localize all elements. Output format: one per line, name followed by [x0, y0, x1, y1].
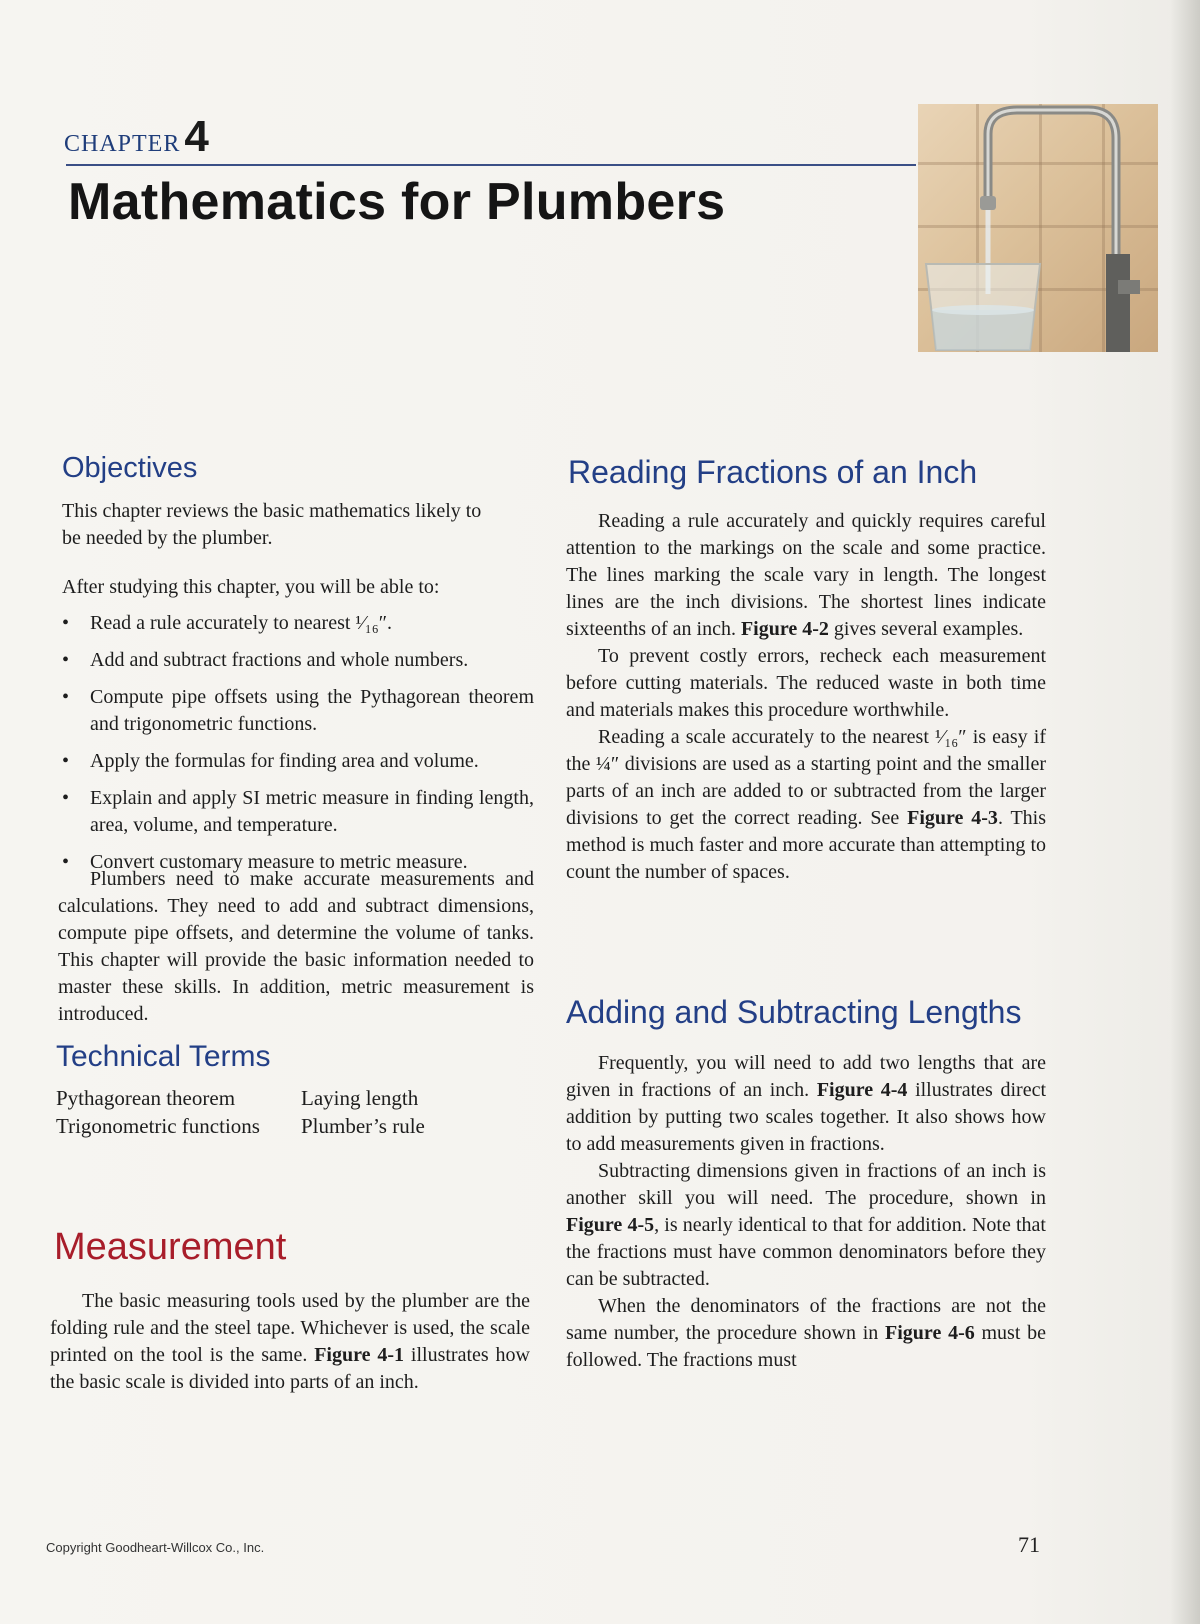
figure-reference: Figure 4-5: [566, 1214, 655, 1236]
terms-row: [56, 1112, 425, 1140]
objective-text: Convert customary measure to metric measure.: [90, 851, 468, 873]
figure-reference: Figure 4-3: [907, 807, 998, 829]
terms-row: [56, 1084, 425, 1112]
measurement-paragraph: [50, 1288, 530, 1396]
paragraph-text: Subtracting dimensions given in fractions of an inch is another skill you will need. The procedure, shown in: [566, 1160, 1046, 1209]
reading-fractions-p2: To prevent costly errors, recheck each measurement before cutting materials. The reduced waste in both time and materials makes this procedure worthwhile.: [566, 645, 1046, 721]
objective-item: [60, 610, 534, 637]
objectives-heading: Objectives: [62, 452, 198, 484]
objectives-paragraph: [58, 866, 534, 1028]
bullet-icon: •: [62, 612, 70, 634]
paragraph-text: When the denominators of the fractions are not the same number, the procedure shown in: [566, 1295, 1046, 1344]
adding-subtracting-p3: [566, 1293, 1046, 1374]
term: Plumber’s rule: [301, 1114, 425, 1138]
reading-fractions-p1: [566, 508, 1046, 643]
objectives-lead-text: After studying this chapter, you will be able to:: [62, 576, 440, 598]
chapter-number: 4: [184, 112, 210, 161]
objective-item: [60, 748, 534, 775]
objectives-intro: [62, 498, 482, 552]
page-number: 71: [1018, 1532, 1040, 1557]
term: Laying length: [301, 1086, 419, 1110]
scan-shadow: [1170, 0, 1200, 1624]
objectives-lead: [62, 574, 532, 601]
measurement-text-end: illustrates how the basic scale is divided into parts of an inch.: [50, 1344, 530, 1393]
objective-item: [60, 647, 534, 674]
paragraph-text: illustrates direct addition by putting two scales together. It also shows how to add measurements given in fractions.: [566, 1079, 1047, 1155]
reading-fractions-heading: Reading Fractions of an Inch: [568, 454, 978, 490]
paragraph-text: . This method is much faster and more accurate than attempting to count the number of spaces.: [566, 807, 1047, 883]
term: Pythagorean theorem: [56, 1086, 236, 1110]
chapter-title: Mathematics for Plumbers: [68, 173, 726, 231]
measurement-heading: Measurement: [54, 1226, 287, 1268]
objective-item: [60, 684, 534, 738]
objective-item: [60, 785, 534, 839]
technical-terms-list: [56, 1084, 425, 1140]
bullet-icon: •: [62, 686, 70, 708]
measurement-paragraph-text: [50, 1288, 530, 1396]
copyright-notice: Copyright Goodheart-Willcox Co., Inc.: [46, 1540, 265, 1555]
adding-subtracting-p1: [566, 1050, 1046, 1158]
bullet-icon: •: [62, 750, 70, 772]
bullet-icon: •: [62, 649, 70, 671]
measurement-text-start: The basic measuring tools used by the plumber are the folding rule and the steel tape. Whichever is used, the scale printed on the tool is the same.: [50, 1290, 530, 1366]
paragraph-text: must be followed. The fractions must: [566, 1322, 1046, 1371]
objectives-intro-text: This chapter reviews the basic mathematics likely to be needed by the plumber.: [62, 500, 482, 549]
chapter-label: [64, 112, 210, 162]
bullet-icon: •: [62, 787, 70, 809]
objective-text: Apply the formulas for finding area and volume.: [90, 750, 479, 772]
technical-terms-heading: Technical Terms: [56, 1040, 271, 1073]
chapter-word: CHAPTER: [64, 131, 181, 157]
reading-fractions-body: [566, 508, 1046, 886]
figure-reference: Figure 4-2: [740, 618, 829, 640]
paragraph-text: , is nearly identical to that for addition. Note that the fractions must have common denominators before they can be subtracted.: [566, 1214, 1046, 1290]
adding-subtracting-p2: [566, 1158, 1046, 1293]
objective-text: Add and subtract fractions and whole numbers.: [90, 649, 469, 671]
chapter-rule: [66, 164, 916, 166]
adding-subtracting-heading: Adding and Subtracting Lengths: [566, 994, 1022, 1030]
paragraph-text: gives several examples.: [828, 618, 1024, 640]
paragraph-text: Reading a rule accurately and quickly requires careful attention to the markings on the scale and some practice. The lines marking the scale vary in length. The longest lines are the inch divisions. The shortest lines indicate sixteenths of an inch.: [566, 510, 1046, 640]
adding-subtracting-body: [566, 1050, 1046, 1374]
figure-reference: Figure 4-1: [314, 1344, 405, 1366]
objective-text: Compute pipe offsets using the Pythagorean theorem and trigonometric functions.: [90, 686, 534, 735]
figure-reference: Figure 4-4: [816, 1079, 908, 1101]
paragraph-text: Frequently, you will need to add two lengths that are given in fractions of an inch.: [566, 1052, 1046, 1101]
term: Trigonometric functions: [56, 1114, 260, 1138]
paragraph-text: Reading a scale accurately to the nearest ¹⁄₁₆″ is easy if the ¼″ divisions are used as a starting point and the smaller parts of an inch are added to or subtracted from the larger divisions to get the correct reading. See: [566, 726, 1046, 829]
objectives-list: [60, 610, 534, 886]
figure-reference: Figure 4-6: [885, 1322, 975, 1344]
bullet-icon: •: [62, 851, 70, 873]
reading-fractions-p3: [566, 724, 1046, 886]
faucet-glass-photo: [918, 104, 1158, 352]
objective-text: Explain and apply SI metric measure in finding length, area, volume, and temperature.: [90, 787, 534, 836]
faucet-glass-illustration: [918, 104, 1158, 352]
objectives-paragraph-text: Plumbers need to make accurate measurements and calculations. They need to add and subtract dimensions, compute pipe offsets, and determine the volume of tanks. This chapter will provide the basic information needed to master these skills. In addition, metric measurement is introduced.: [58, 868, 534, 1025]
objective-text: Read a rule accurately to nearest ¹⁄₁₆″.: [90, 612, 393, 634]
